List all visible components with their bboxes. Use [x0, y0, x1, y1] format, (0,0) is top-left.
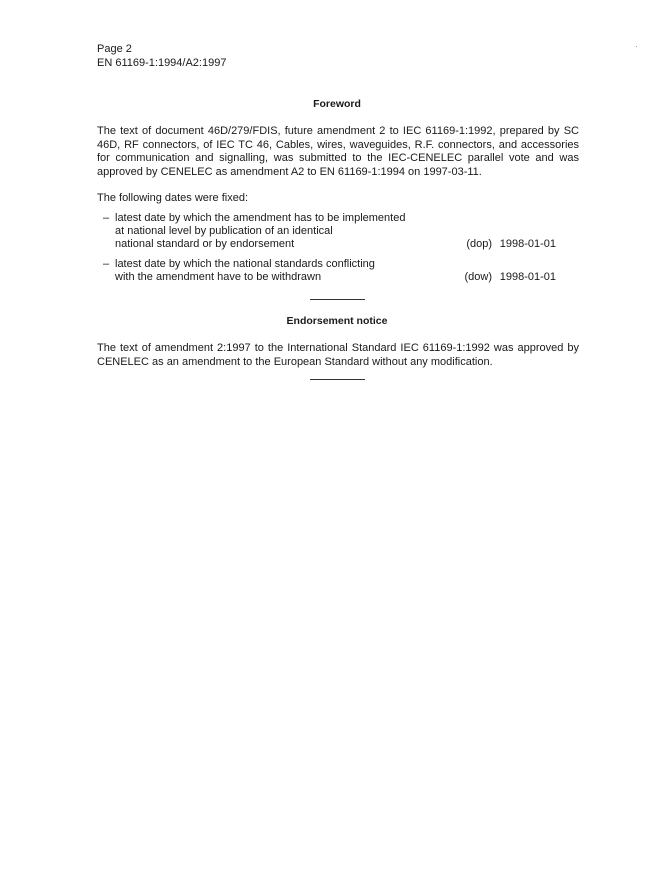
- list-dash: –: [103, 258, 110, 270]
- date-item-dow: [97, 258, 579, 284]
- date-value: 1998-01-01: [499, 271, 556, 283]
- foreword-paragraph: The text of document 46D/279/FDIS, future amendment 2 to IEC 61169-1:1992, prepared by SC 46D, RF connectors, of IEC TC 46, Cables, wires, waveguides, R.F. connectors, and accessories for communication and signalling, was submitted to the IEC-CENELEC parallel vote and was approved by CENELEC as amendment A2 to EN 61169-1:1994 on 1997-03-11.: [97, 125, 579, 178]
- endorsement-paragraph: The text of amendment 2:1997 to the International Standard IEC 61169-1:1992 was approved by CENELEC as an amendment to the European Standard without any modification.: [97, 342, 579, 368]
- foreword-heading: Foreword: [313, 98, 361, 110]
- end-divider: [310, 379, 365, 380]
- page-number: Page 2: [97, 43, 132, 55]
- date-item-line: national standard or by endorsement: [115, 238, 295, 250]
- date-abbreviation: (dow): [464, 271, 492, 283]
- scan-mark: [636, 46, 637, 47]
- date-abbreviation: (dop): [466, 238, 492, 250]
- endorsement-heading: Endorsement notice: [286, 315, 388, 327]
- date-value: 1998-01-01: [499, 238, 556, 250]
- dates-intro: The following dates were fixed:: [97, 192, 249, 204]
- page-header: [97, 42, 226, 70]
- date-item-line: at national level by publication of an identical: [115, 225, 333, 237]
- date-item-text: [115, 258, 455, 284]
- date-item-line: latest date by which the national standards conflicting: [115, 258, 375, 270]
- dates-list: [97, 212, 579, 291]
- date-item-text: [115, 212, 455, 251]
- section-divider: [310, 299, 365, 300]
- standard-reference: EN 61169-1:1994/A2:1997: [97, 57, 227, 69]
- date-item-dop: [97, 212, 579, 251]
- list-dash: –: [103, 212, 110, 224]
- date-item-line: with the amendment have to be withdrawn: [115, 271, 322, 283]
- date-item-line: latest date by which the amendment has to be implemented: [115, 212, 406, 224]
